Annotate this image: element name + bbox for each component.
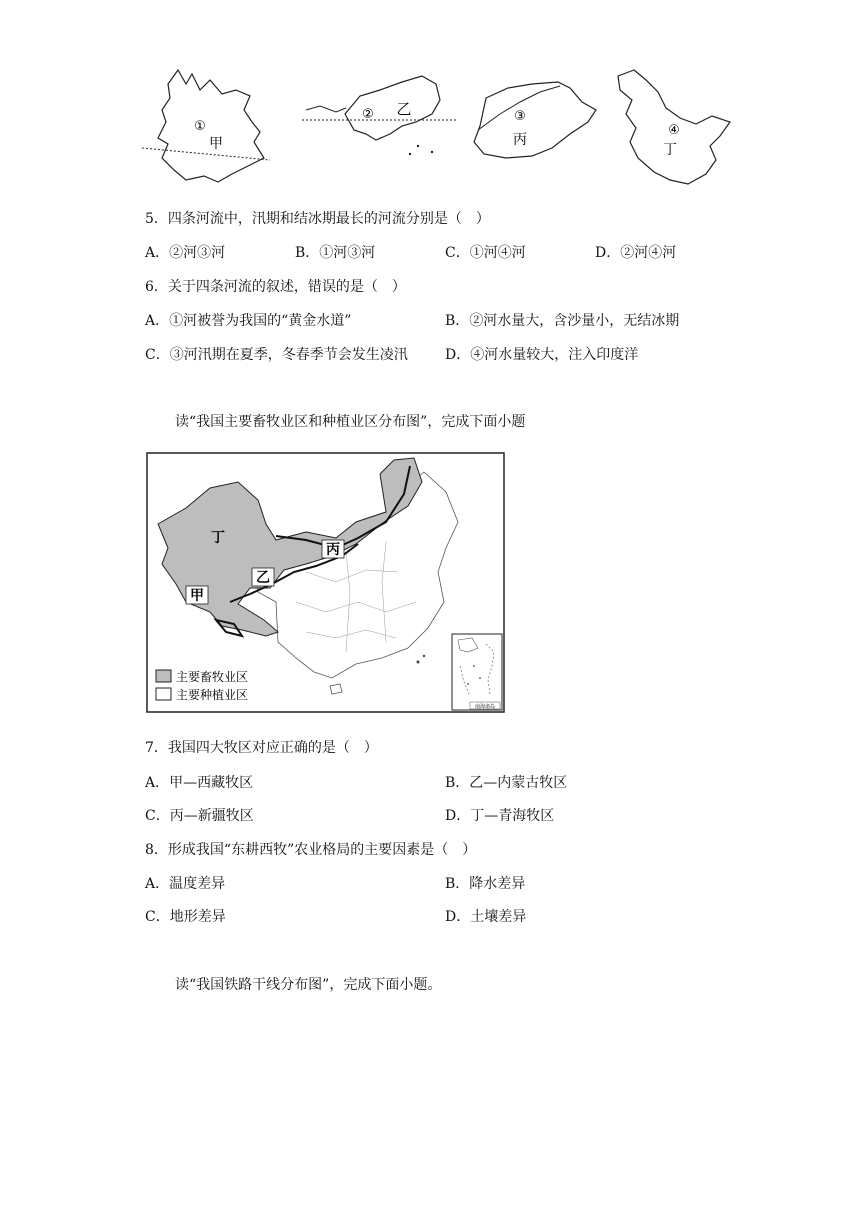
china-agriculture-map [146, 452, 506, 714]
q6-option-b[interactable]: B．②河水量大，含沙量小，无结冰期 [445, 313, 680, 329]
legend-pasture-label: 主要畜牧业区 [176, 670, 249, 684]
q6-stem: 6．关于四条河流的叙述，错误的是（ ） [145, 279, 406, 295]
south-china-sea-inset [452, 634, 502, 710]
legend-crop-label: 主要种植业区 [176, 688, 249, 702]
q8-stem: 8．形成我国“东耕西牧”农业格局的主要因素是（ ） [145, 842, 477, 858]
province-maps-figure [140, 62, 740, 192]
intro-pasture-map: 读“我国主要畜牧业区和种植业区分布图”，完成下面小题 [175, 414, 526, 430]
q8-option-b[interactable]: B．降水差异 [445, 876, 526, 892]
q5-stem: 5．四条河流中，汛期和结冰期最长的河流分别是（ ） [145, 211, 490, 227]
q7-option-a[interactable]: A．甲—西藏牧区 [145, 775, 254, 791]
map-label-ding: 丁 [211, 530, 225, 546]
province-map-3 [474, 82, 596, 158]
inset-label: 南海诸岛 [474, 704, 496, 710]
map2-region: ② [362, 107, 374, 122]
map1-label: 甲 [209, 136, 223, 152]
q7-option-b[interactable]: B．乙—内蒙古牧区 [445, 775, 568, 791]
map4-region: ④ [668, 123, 680, 138]
legend-crop-swatch [156, 688, 171, 700]
q6-option-d[interactable]: D．④河水量较大，注入印度洋 [445, 347, 639, 363]
q7-stem: 7．我国四大牧区对应正确的是（ ） [145, 740, 378, 756]
q5-option-c[interactable]: C．①河④河 [445, 245, 526, 261]
map3-region: ③ [514, 109, 526, 124]
q8-option-c[interactable]: C．地形差异 [145, 909, 226, 925]
q5-option-a[interactable]: A．②河③河 [145, 245, 226, 261]
map-label-bing: 丙 [326, 542, 340, 558]
q6-option-c[interactable]: C．③河汛期在夏季，冬春季节会发生凌汛 [145, 347, 408, 363]
q6-option-a[interactable]: A．①河被誉为我国的“黄金水道” [145, 313, 352, 329]
q5-option-d[interactable]: D．②河④河 [595, 245, 677, 261]
province-map-2 [302, 76, 458, 155]
map-label-jia: 甲 [190, 588, 204, 604]
map4-label: 丁 [663, 142, 677, 158]
q8-option-d[interactable]: D．土壤差异 [445, 909, 527, 925]
map2-label: 乙 [396, 100, 412, 118]
map1-region: ① [194, 119, 206, 134]
intro-railway-map: 读“我国铁路干线分布图”，完成下面小题。 [175, 977, 442, 993]
q7-option-d[interactable]: D．丁—青海牧区 [445, 808, 555, 824]
province-map-4 [618, 70, 730, 184]
province-map-1 [142, 70, 270, 182]
q5-option-b[interactable]: B．①河③河 [295, 245, 376, 261]
map-label-yi: 乙 [256, 570, 270, 586]
legend-pasture-swatch [156, 670, 171, 682]
map3-label: 丙 [513, 132, 527, 148]
q7-option-c[interactable]: C．丙—新疆牧区 [145, 808, 254, 824]
q8-option-a[interactable]: A．温度差异 [145, 876, 226, 892]
